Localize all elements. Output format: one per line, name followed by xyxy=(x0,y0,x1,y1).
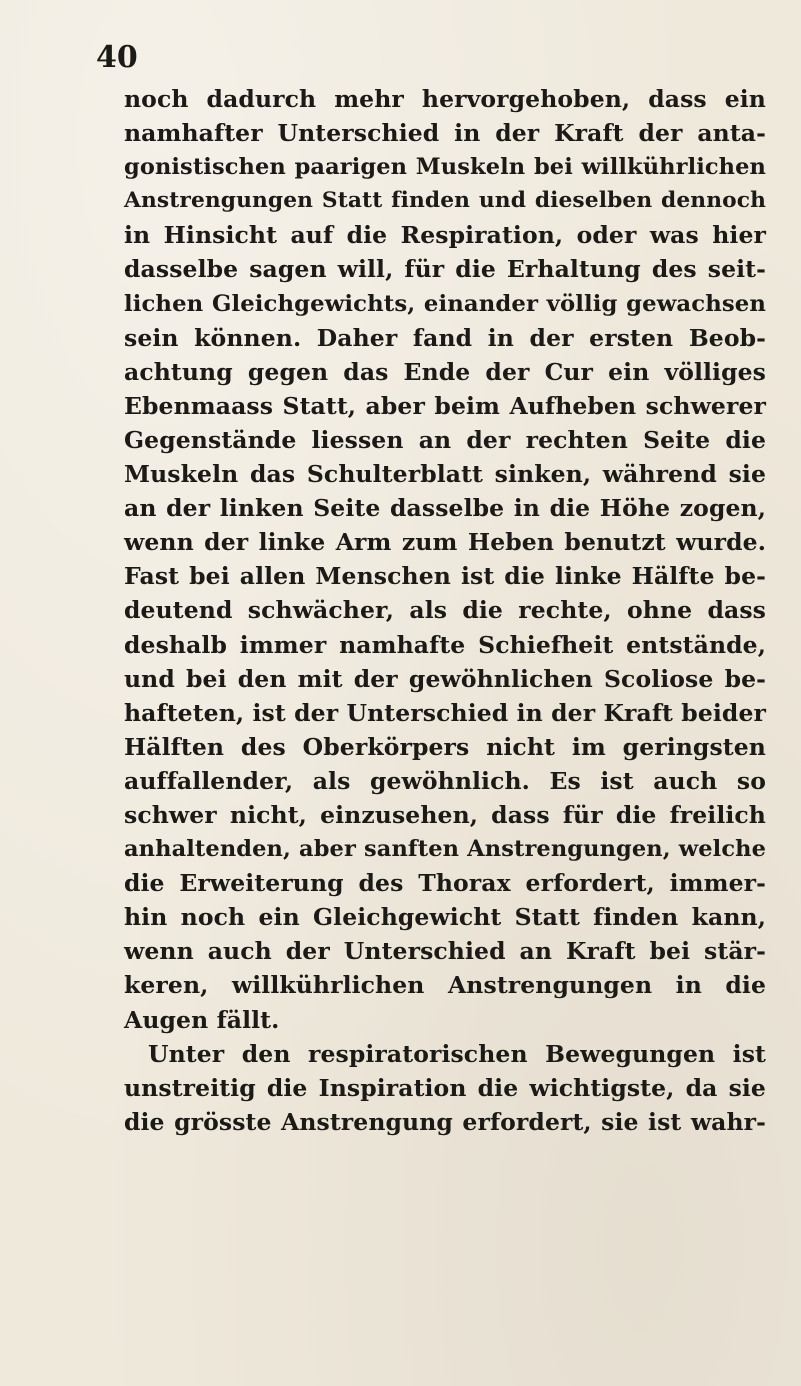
text-line: Fast bei allen Menschen ist die linke Hälfte be- xyxy=(124,562,766,591)
text-line: hin noch ein Gleichgewicht Statt finden kann, xyxy=(124,903,766,932)
text-line: Gegenstände liessen an der rechten Seite die xyxy=(124,425,766,454)
text-line: die Erweiterung des Thorax erfordert, immer- xyxy=(124,869,766,898)
text-line: deutend schwächer, als die rechte, ohne dass xyxy=(124,596,766,625)
text-line: Hälften des Oberkörpers nicht im geringsten xyxy=(124,732,766,761)
text-line: anhaltenden, aber sanften Anstrengungen, welche xyxy=(124,836,766,863)
text-line: namhafter Unterschied in der Kraft der anta- xyxy=(124,119,766,148)
text-line: in Hinsicht auf die Respiration, oder was hier xyxy=(124,221,766,250)
body-text xyxy=(124,82,766,1139)
text-line: auffallender, als gewöhnlich. Es ist auch so xyxy=(124,766,766,795)
text-line: deshalb immer namhafte Schiefheit entstände, xyxy=(124,630,766,659)
text-line-paragraph-start: Unter den respiratorischen Bewegungen ist xyxy=(148,1039,766,1068)
text-line: lichen Gleichgewichts, einander völlig gewachsen xyxy=(124,290,766,317)
text-line: Muskeln das Schulterblatt sinken, während sie xyxy=(124,460,766,489)
page-number: 40 xyxy=(96,40,138,75)
text-line: und bei den mit der gewöhnlichen Scoliose be- xyxy=(124,664,766,693)
text-line: hafteten, ist der Unterschied in der Kraft beider xyxy=(124,698,766,727)
text-line: schwer nicht, einzusehen, dass für die freilich xyxy=(124,800,766,829)
text-line: Ebenmaass Statt, aber beim Aufheben schwerer xyxy=(124,391,766,420)
text-line: gonistischen paarigen Muskeln bei willkührlichen xyxy=(124,154,766,181)
text-line: an der linken Seite dasselbe in die Höhe zogen, xyxy=(124,494,766,523)
text-line: achtung gegen das Ende der Cur ein völliges xyxy=(124,357,766,386)
text-line-paragraph-end: Augen fällt. xyxy=(124,1005,280,1034)
text-line: sein können. Daher fand in der ersten Beob- xyxy=(124,323,766,352)
text-line: unstreitig die Inspiration die wichtigste, da sie xyxy=(124,1073,766,1102)
text-line: noch dadurch mehr hervorgehoben, dass ein xyxy=(124,85,766,113)
text-line: Anstrengungen Statt finden und dieselben dennoch xyxy=(124,188,766,214)
text-line: wenn auch der Unterschied an Kraft bei stär- xyxy=(124,937,766,966)
text-line: keren, willkührlichen Anstrengungen in die xyxy=(124,971,766,1000)
text-line: dasselbe sagen will, für die Erhaltung des seit- xyxy=(124,255,766,284)
text-line: die grösste Anstrengung erfordert, sie ist wahr- xyxy=(124,1107,766,1136)
text-line: wenn der linke Arm zum Heben benutzt wurde. xyxy=(124,528,766,557)
